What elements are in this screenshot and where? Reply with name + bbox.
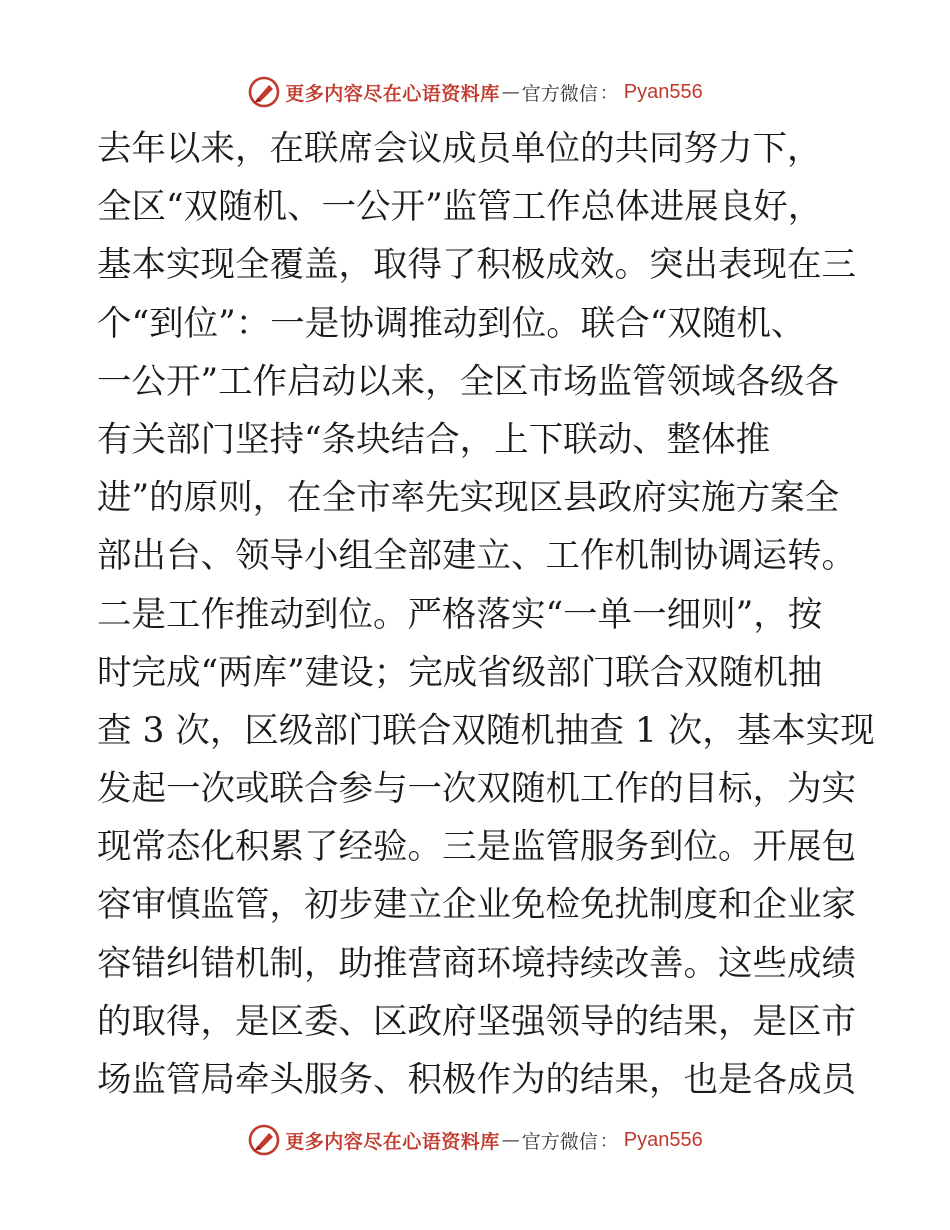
body-line: 去年以来，在联席会议成员单位的共同努力下，	[97, 129, 822, 169]
body-line: 进”的原则，在全市率先实现区县政府实施方案全	[97, 478, 840, 519]
colon: ：	[599, 83, 618, 104]
wechat-label: 官方微信	[521, 1130, 598, 1153]
separator: —	[501, 81, 520, 103]
body-line: 基本实现全覆盖，取得了积极成效。突出表现在三	[97, 245, 856, 286]
colon: ：	[599, 1131, 618, 1152]
body-line: 查 3 次，区级部门联合双随机抽查 1 次，基本实现	[97, 710, 875, 751]
body-line: 一公开”工作启动以来，全区市场监管领域各级各	[97, 361, 840, 402]
body-line: 容审慎监管，初步建立企业免检免扰制度和企业家	[97, 885, 856, 926]
pen-nib-logo-icon	[247, 1123, 281, 1157]
header-banner	[0, 72, 950, 112]
body-line: 全区“双随机、一公开”监管工作总体进展良好，	[97, 187, 823, 228]
separator: —	[501, 1129, 520, 1151]
body-line: 部出台、领导小组全部建立、工作机制协调运转。	[97, 536, 856, 577]
body-line: 容错纠错机制，助推营商环境持续改善。这些成绩	[97, 943, 856, 984]
body-line: 的取得，是区委、区政府坚强领导的结果，是区市	[97, 1001, 856, 1042]
wechat-label: 官方微信	[521, 82, 598, 105]
body-line: 现常态化积累了经验。三是监管服务到位。开展包	[97, 827, 856, 868]
body-line: 场监管局牵头服务、积极作为的结果，也是各成员	[97, 1060, 856, 1100]
document-body	[97, 120, 875, 1109]
site-slogan: 更多内容尽在心语资料库	[285, 1130, 500, 1153]
wechat-id: Pyan556	[623, 1128, 703, 1151]
body-line: 有关部门坚持“条块结合，上下联动、整体推	[97, 419, 771, 460]
wechat-id: Pyan556	[623, 80, 703, 103]
footer-banner	[0, 1120, 950, 1160]
body-line: 个“到位”：一是协调推动到位。联合“双随机、	[97, 303, 806, 344]
pen-nib-logo-icon	[247, 75, 281, 109]
site-slogan: 更多内容尽在心语资料库	[285, 82, 500, 105]
body-line: 时完成“两库”建设；完成省级部门联合双随机抽	[97, 652, 823, 693]
body-line: 二是工作推动到位。严格落实“一单一细则”，按	[97, 594, 823, 635]
body-line: 发起一次或联合参与一次双随机工作的目标，为实	[97, 769, 856, 810]
